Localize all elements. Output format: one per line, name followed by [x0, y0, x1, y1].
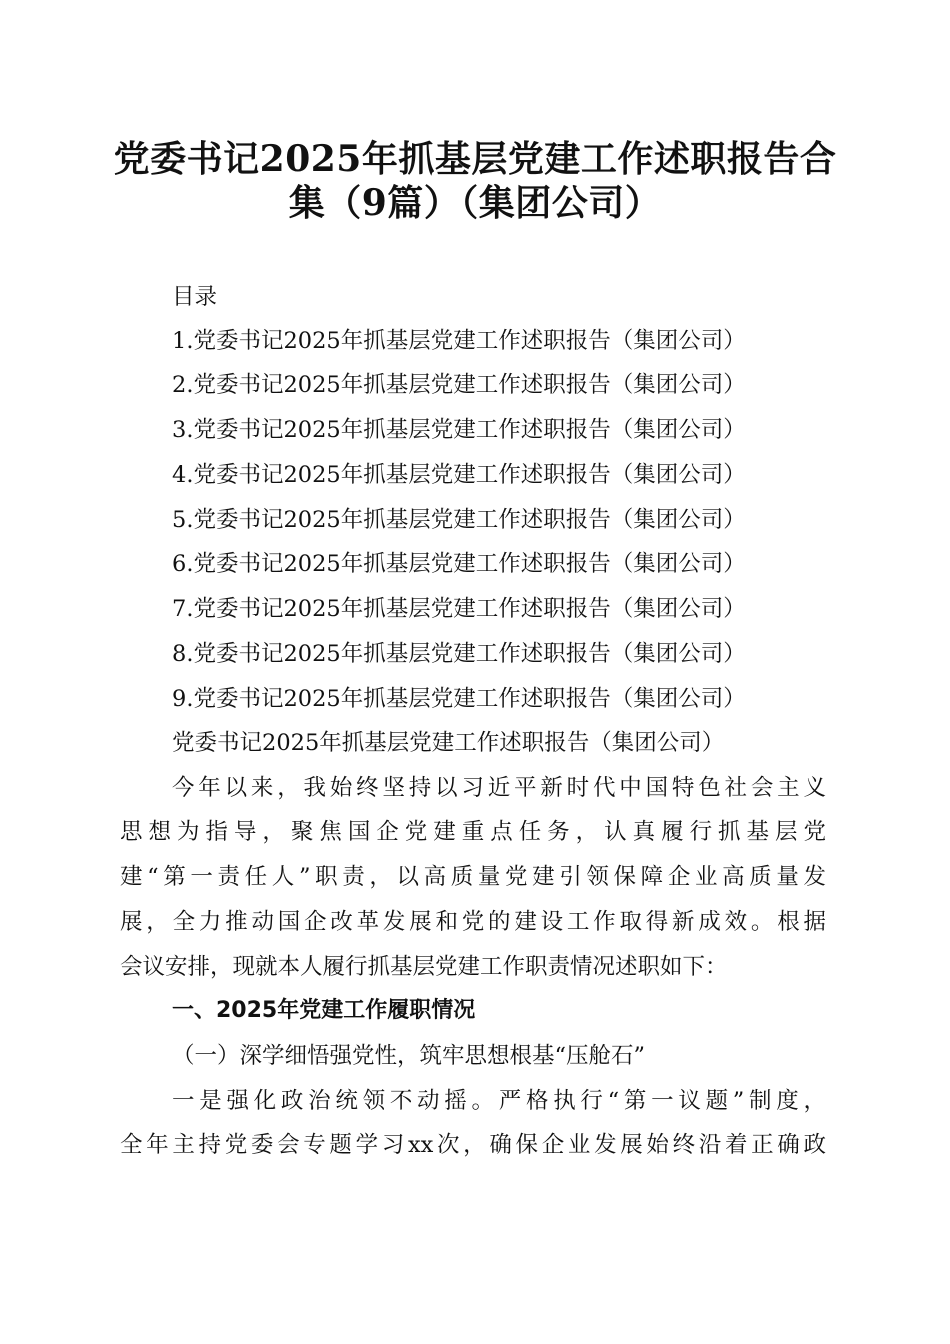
intro-paragraph-line: 会议安排，现就本人履行抓基层党建工作职责情况述职如下： — [120, 954, 728, 980]
body-paragraph-line: 一是强化政治统领不动摇。严格执行“第一议题”制度， — [172, 1088, 826, 1114]
document-title-line-2: 集（9篇）（集团公司） — [288, 182, 662, 224]
toc-item[interactable]: 2.党委书记2025年抓基层党建工作述职报告（集团公司） — [172, 372, 746, 398]
toc-item[interactable]: 7.党委书记2025年抓基层党建工作述职报告（集团公司） — [172, 596, 746, 622]
document-title-line-1: 党委书记2025年抓基层党建工作述职报告合 — [113, 138, 837, 180]
report-title: 党委书记2025年抓基层党建工作述职报告（集团公司） — [172, 730, 725, 756]
toc-item[interactable]: 9.党委书记2025年抓基层党建工作述职报告（集团公司） — [172, 686, 746, 712]
toc-label: 目录 — [172, 284, 218, 310]
subsection-heading: （一）深学细悟强党性，筑牢思想根基“压舱石” — [172, 1043, 646, 1069]
intro-paragraph-line: 今年以来，我始终坚持以习近平新时代中国特色社会主义 — [172, 775, 826, 801]
toc-item[interactable]: 5.党委书记2025年抓基层党建工作述职报告（集团公司） — [172, 507, 746, 533]
section-heading: 一、2025年党建工作履职情况 — [172, 998, 476, 1023]
intro-paragraph-line: 展，全力推动国企改革发展和党的建设工作取得新成效。根据 — [120, 909, 826, 935]
body-paragraph-line: 全年主持党委会专题学习xx次，确保企业发展始终沿着正确政 — [120, 1132, 826, 1158]
intro-paragraph-line: 思想为指导，聚焦国企党建重点任务，认真履行抓基层党 — [120, 819, 826, 845]
toc-item[interactable]: 8.党委书记2025年抓基层党建工作述职报告（集团公司） — [172, 641, 746, 667]
toc-item[interactable]: 3.党委书记2025年抓基层党建工作述职报告（集团公司） — [172, 417, 746, 443]
toc-item[interactable]: 4.党委书记2025年抓基层党建工作述职报告（集团公司） — [172, 462, 746, 488]
toc-item[interactable]: 6.党委书记2025年抓基层党建工作述职报告（集团公司） — [172, 551, 746, 577]
intro-paragraph-line: 建“第一责任人”职责，以高质量党建引领保障企业高质量发 — [120, 864, 826, 890]
toc-item[interactable]: 1.党委书记2025年抓基层党建工作述职报告（集团公司） — [172, 328, 746, 354]
